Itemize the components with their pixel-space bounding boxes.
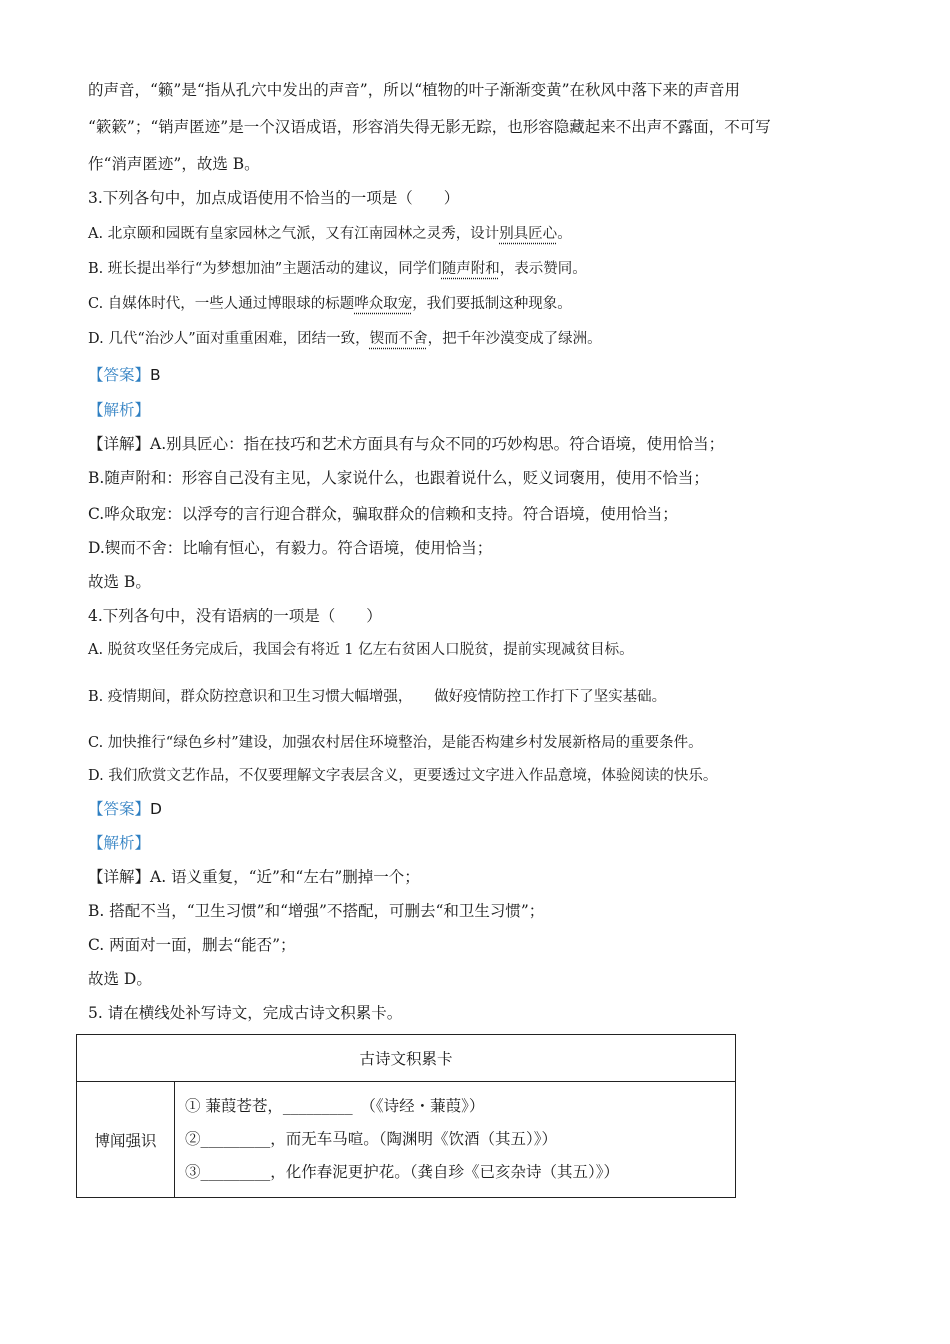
intro-line-1: 的声音，“籁”是“指从孔穴中发出的声音”，所以“植物的叶子渐渐变黄”在秋风中落下来的声音用	[88, 81, 741, 99]
q4-stem: 4.下列各句中，没有语病的一项是（ ）	[88, 607, 382, 625]
q3-detail-1	[88, 434, 724, 454]
q3-option-b	[88, 259, 587, 279]
q3-option-c	[88, 294, 572, 314]
q5-stem: 5. 请在横线处补写诗文，完成古诗文积累卡。	[88, 1004, 403, 1022]
card-category-label: 博闻强识	[77, 1082, 175, 1198]
q4-analysis-label: 【解析】	[88, 834, 151, 852]
card-item-2[interactable]: ②_________，而无车马喧。（陶渊明《饮酒（其五）》）	[185, 1130, 558, 1148]
q4-answer-value: D	[150, 800, 162, 818]
q3-option-c-end: ，我们要抵制这种现象。	[412, 296, 572, 312]
q4-detail-1-text: A. 语义重复，“近”和“左右”删掉一个；	[150, 868, 420, 886]
intro-line-3: 作“消声匿迹”，故选 B。	[88, 155, 260, 173]
q3-analysis-label: 【解析】	[88, 401, 151, 419]
q4-option-a: A. 脱贫攻坚任务完成后，我国会有将近 1 亿左右贫困人口脱贫，提前实现减贫目标。	[88, 642, 634, 658]
q3-option-b-idiom: 随声附和	[441, 261, 500, 277]
q4-conclusion: 故选 D。	[88, 970, 152, 988]
q3-option-b-text: B. 班长提出举行“为梦想加油”主题活动的建议，同学们	[88, 261, 442, 277]
q3-option-c-text: C. 自媒体时代，一些人通过博眼球的标题	[88, 296, 355, 312]
q3-option-a-text: A. 北京颐和园既有皇家园林之气派，又有江南园林之灵秀，设计	[88, 226, 500, 242]
q4-option-b: B. 疫情期间，群众防控意识和卫生习惯大幅增强， 做好疫情防控工作打下了坚实基础。	[88, 689, 667, 705]
q3-detail-label: 【详解】	[88, 435, 151, 453]
card-title: 古诗文积累卡	[77, 1035, 736, 1082]
q4-answer	[88, 799, 162, 819]
q3-option-b-end: ，表示赞同。	[499, 261, 587, 277]
q3-answer-label: 【答案】	[88, 366, 151, 384]
q3-option-a-end: 。	[557, 226, 572, 242]
q3-stem: 3.下列各句中，加点成语使用不恰当的一项是（ ）	[88, 189, 460, 207]
q4-answer-label: 【答案】	[88, 800, 151, 818]
intro-line-2: “簌簌”；“销声匿迹”是一个汉语成语，形容消失得无影无踪，也形容隐藏起来不出声不露面，不可写	[88, 118, 771, 136]
card-item-3[interactable]: ③_________，化作春泥更护花。（龚自珍《已亥杂诗（其五）》）	[185, 1163, 620, 1181]
q4-option-d: D. 我们欣赏文艺作品，不仅要理解文字表层含义，更要透过文字进入作品意境，体验阅读的快乐。	[88, 768, 718, 784]
card-item-1[interactable]: ① 蒹葭苍苍，_________ （《诗经・蒹葭》）	[185, 1097, 485, 1115]
poetry-accumulation-card	[76, 1034, 736, 1198]
q3-option-d-text: D. 几代“治沙人”面对重重困难，团结一致，	[88, 331, 370, 347]
q4-detail-3: C. 两面对一面，删去“能否”；	[88, 936, 296, 954]
q4-detail-label: 【详解】	[88, 868, 151, 886]
q3-detail-3: C.哗众取宠：以浮夸的言行迎合群众，骗取群众的信赖和支持。符合语境，使用恰当；	[88, 505, 678, 523]
q3-detail-1-text: A.别具匠心：指在技巧和艺术方面具有与众不同的巧妙构思。符合语境，使用恰当；	[150, 435, 725, 453]
q3-answer-value: B	[150, 366, 161, 384]
card-items	[175, 1082, 736, 1198]
q4-detail-1	[88, 867, 420, 887]
q3-option-d	[88, 329, 602, 349]
q3-conclusion: 故选 B。	[88, 573, 151, 591]
q3-detail-2: B.随声附和：形容自己没有主见，人家说什么，也跟着说什么，贬义词褒用，使用不恰当；	[88, 469, 709, 487]
q3-option-a	[88, 224, 572, 244]
q4-detail-2: B. 搭配不当，“卫生习惯”和“增强”不搭配，可删去“和卫生习惯”；	[88, 902, 545, 920]
q3-option-c-idiom: 哗众取宠	[354, 296, 413, 312]
q3-option-a-idiom: 别具匠心	[499, 226, 558, 242]
q3-option-d-end: ，把千年沙漠变成了绿洲。	[427, 331, 602, 347]
q3-detail-4: D.锲而不舍：比喻有恒心，有毅力。符合语境，使用恰当；	[88, 539, 493, 557]
q3-answer	[88, 365, 161, 385]
q4-option-c: C. 加快推行“绿色乡村”建设，加强农村居住环境整治，是能否构建乡村发展新格局的重要条件。	[88, 735, 703, 751]
q3-option-d-idiom: 锲而不舍	[369, 331, 428, 347]
